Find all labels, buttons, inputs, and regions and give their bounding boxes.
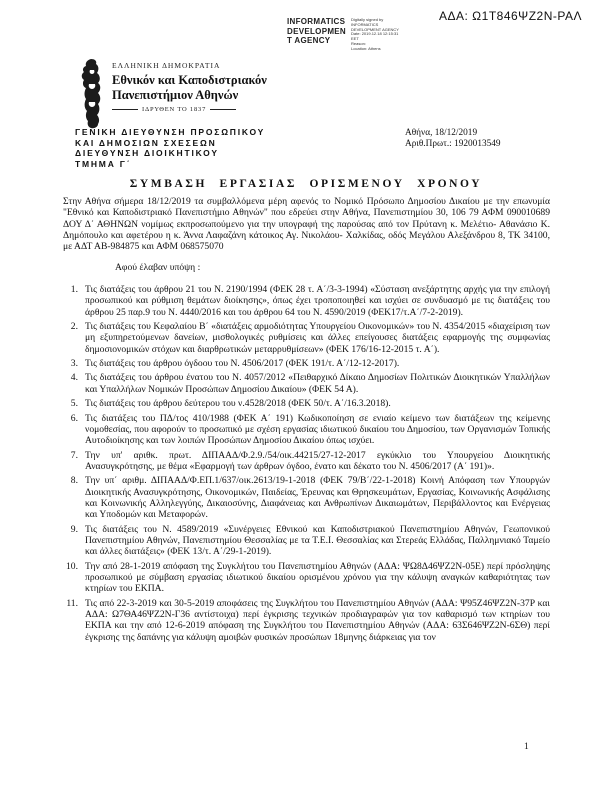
list-item (63, 524, 550, 558)
ada-code: ΑΔΑ: Ω1Τ846ΨΖ2Ν-ΡΑΛ (438, 9, 582, 23)
list-item (63, 372, 550, 395)
list-item-number: 1. (70, 284, 78, 296)
list-item-number: 11. (66, 597, 78, 609)
signature-details: Digitally signed by INFORMATICS DEVELOPMENT AGENCY Date: 2019.12.18 12:15:31 EET Reason: Location: Athens (351, 17, 399, 51)
list-item-text: Τις διατάξεις του Ν. 4589/2019 «Συνέργειες Εθνικού και Καποδιστριακού Πανεπιστημίου Αθηνών, Γεωπονικού Πανεπιστημίου Αθηνών, Πανεπιστημίου Θεσσαλίας με τα Τ.Ε.Ι. Θεσσαλίας και Στερεάς Ελλάδας, Παλλημνιακό Ταμείο και άλλες διατάξεις» (ΦΕΚ 13/τ. Α΄/29-1-2019). (85, 523, 550, 558)
list-item (63, 475, 550, 520)
university-name-line1: Εθνικόν και Καποδιστριακόν (112, 73, 267, 87)
list-item-text: Τις διατάξεις του άρθρου δεύτερου του ν.4528/2018 (ΦΕΚ 50/τ. Α΄/16.3.2018). (85, 398, 391, 410)
list-item-text: Τις από 22-3-2019 και 30-5-2019 αποφάσεις της Συγκλήτου του Πανεπιστημίου Αθηνών (ΑΔΑ: Ψ95Ζ46ΨΖ2Ν-37Ρ και ΑΔΑ: Ω7ΘΑ46ΨΖ2Ν-Γ36 αντίστοιχα) περί έγκρισης τεχνικών προδιαγραφών για τον καθαρισμό των κτηρίων του ΕΚΠΑ και την από 12-6-2019 απόφαση της Συγκλήτου του Πανεπιστημίου Αθηνών (ΑΔΑ: 63Σ646ΨΖ2Ν-6ΣΘ) περί έγκρισης της δαπάνης για κάλυψη αμοιβών φυσικών προσώπων 18μηνης διάρκειας για τον (85, 597, 550, 643)
list-item-text: Τις διατάξεις του ΠΔ/τος 410/1988 (ΦΕΚ Α΄ 191) Κωδικοποίηση σε ενιαίο κείμενο των διατάξεων της κείμενης νομοθεσίας, που αφορούν το προσωπικό με σχέση εργασίας ιδιωτικού δικαίου του Δημοσίου, των Οργανισμών Τοπικής Αυτοδιοίκησης και των λοιπών Προσώπων Δημοσίου Δικαίου όπως ισχύει. (85, 412, 550, 447)
list-item-number: 4. (70, 372, 78, 384)
protocol-number: Αριθ.Πρωτ.: 1920013549 (405, 139, 501, 149)
list-item-text: Τις διατάξεις του άρθρου 21 του Ν. 2190/1994 (ΦΕΚ 28 τ. Α΄/3-3-1994) «Σύσταση ανεξάρτητης αρχής για την επιλογή προσωπικού και ρύθμιση θεμάτων διοίκησης», όπως έχει τροποποιηθεί και ισχύει σε συνδυασμό με τις διατάξεις του άρθρου 25 παρ.9 του Ν. 4440/2016 και του άρθρου 64 του Ν. 4590/2019 (ΦΕΚ17/τ.Α΄/7-2-2019). (85, 284, 550, 318)
university-name-line2: Πανεπιστήμιον Αθηνών (112, 87, 239, 102)
document-body (63, 196, 550, 646)
list-item-text: Τις διατάξεις του άρθρου ένατου του Ν. 4057/2012 «Πειθαρχικό Δίκαιο Δημοσίων Πολιτικών Διοικητικών Υπαλλήλων και Υπαλλήλων Νομικών Προσώπων Δημοσίου Δικαίου» (ΦΕΚ 54 Α). (85, 372, 550, 395)
intro-paragraph: Στην Αθήνα σήμερα 18/12/2019 τα συμβαλλόμενα μέρη αφενός το Νομικό Πρόσωπο Δημοσίου Δικαίου με την επωνυμία "Εθνικό και Καποδιστριακό Πανεπιστήμιο Αθηνών" που εδρεύει στην Αθήνα, Πανεπιστημίου 30, 106 79 ΑΦΜ 090010689 ΔΟΥ Δ΄ ΑΘΗΝΩΝ νομίμως εκπροσωπούμενο για την υπογραφή της παρούσας από τον Πρύτανη κ. Μελέτιο- Αθανάσιο Κ. Δημόπουλο και αφετέρου η κ. Άννα Λαφαζάνη κάτοικος Αγ. Νικολάου- Χαλκίδας, οδός Μεγάλου Αλεξάνδρου 8, ΤΚ 34100, με ΑΔΤ ΑΒ-984875 και ΑΦΜ 068575070 (63, 196, 550, 253)
list-item (63, 321, 550, 355)
list-item-number: 6. (70, 412, 78, 424)
list-item-number: 10. (66, 560, 78, 572)
list-item-text: Την υπ΄ αριθμ. ΔΙΠΑΑΔ/Φ.ΕΠ.1/637/οικ.2613/19-1-2018 (ΦΕΚ 79/Β΄/22-1-2018) Κοινή Απόφαση των Υπουργών Διοικητικής Ανασυγκρότησης, Οικονομικών, Παιδείας, Έρευνας και Θρησκευμάτων, Εργασίας, Κοινωνικής Ασφάλισης και Κοινωνικής Αλληλεγγύης, Δικαιοσύνης, Διαφάνειας και Ανθρωπίνων Δικαιωμάτων, Περιβάλλοντος και Ενέργειας και Υποδομών και Μεταφορών. (85, 475, 550, 521)
list-item-number: 3. (70, 358, 78, 370)
founded-text: ΙΔΡΥΘΕΝ ΤΟ 1837 (142, 106, 207, 113)
list-item (63, 398, 550, 409)
letterhead-text (112, 58, 267, 130)
signature-agency-name: INFORMATICS DEVELOPMEN T AGENCY (287, 17, 347, 45)
letterhead (78, 58, 267, 130)
list-item-number: 5. (70, 398, 78, 410)
document-title: ΣΥΜΒΑΣΗ ΕΡΓΑΣΙΑΣ ΟΡΙΣΜΕΝΟΥ ΧΡΟΝΟΥ (129, 178, 483, 190)
list-item-text: Την υπ' αριθκ. πρωτ. ΔΙΠΑΑΔ/Φ.2.9./54/οικ.44215/27-12-2017 εγκύκλιο του Υπουργείου Διοικητικής Ανασυγκρότησης, με θέμα «Εφαρμογή των άρθρων όγδοο, ένατο και δέκατο του Ν. 4506/2017 (Α΄ 191)». (85, 449, 550, 472)
list-item (63, 561, 550, 595)
preamble-line: Αφού έλαβαν υπόψη : (115, 261, 201, 273)
list-item-text: Τις διατάξεις του άρθρου όγδοου του Ν. 4506/2017 (ΦΕΚ 191/τ. Α΄/12-12-2017). (85, 358, 400, 370)
founded-rule-left (112, 109, 138, 111)
list-item-text: Τις διατάξεις του Κεφαλαίου Β΄ «διατάξεις αρμοδιότητας Υπουργείου Οικονομικών» του Ν. 4354/2015 «διαχείριση των μη εξυπηρετούμενων δανείων, μισθολογικές ρυθμίσεις και άλλες επείγουσες διατάξεις εφαρμογής της συμφωνίας δημοσιονομικών στόχων και διαρθρωτικών μεταρρυθμίσεων» (ΦΕΚ 176/16-12-2015 τ. Α΄). (85, 321, 550, 355)
list-item (63, 413, 550, 447)
list-item-number: 9. (70, 523, 78, 535)
founded-rule-right (210, 109, 236, 111)
hellenic-republic-label: ΕΛΛΗΝΙΚΗ ΔΗΜΟΚΡΑΤΙΑ (112, 61, 221, 70)
date-protocol-block (405, 128, 501, 150)
department-line: ΚΑΙ ΔΗΜΟΣΙΩΝ ΣΧΕΣΕΩΝ (75, 137, 217, 148)
list-item (63, 450, 550, 473)
list-item-number: 8. (70, 475, 78, 487)
city-date: Αθήνα, 18/12/2019 (405, 128, 478, 138)
university-emblem-icon (78, 58, 106, 130)
department-block (75, 127, 265, 169)
list-item (63, 358, 550, 369)
department-line: ΓΕΝΙΚΗ ΔΙΕΥΘΥΝΣΗ ΠΡΟΣΩΠΙΚΟΥ (75, 127, 266, 137)
list-item (63, 598, 550, 643)
digital-signature-stamp (287, 17, 399, 52)
list-item (63, 284, 550, 318)
founded-line (112, 106, 267, 113)
list-item-number: 7. (70, 449, 78, 461)
page-number: 1 (524, 742, 529, 752)
department-line: ΔΙΕΥΘΥΝΣΗ ΔΙΟΙΚΗΤΙΚΟΥ (75, 148, 219, 158)
list-item-number: 2. (70, 321, 78, 333)
list-item-text: Την από 28-1-2019 απόφαση της Συγκλήτου του Πανεπιστημίου Αθηνών (ΑΔΑ: ΨΩ8Δ46ΨΖ2Ν-05Ε) περί πρόσληψης προσωπικού με σύμβαση εργασίας ιδιωτικού δικαίου ορισμένου χρόνου για την κάλυψη αναγκών καθαριότητας των κτηρίων του ΕΚΠΑ. (85, 560, 550, 595)
department-line: ΤΜΗΜΑ Γ΄ (75, 158, 132, 169)
